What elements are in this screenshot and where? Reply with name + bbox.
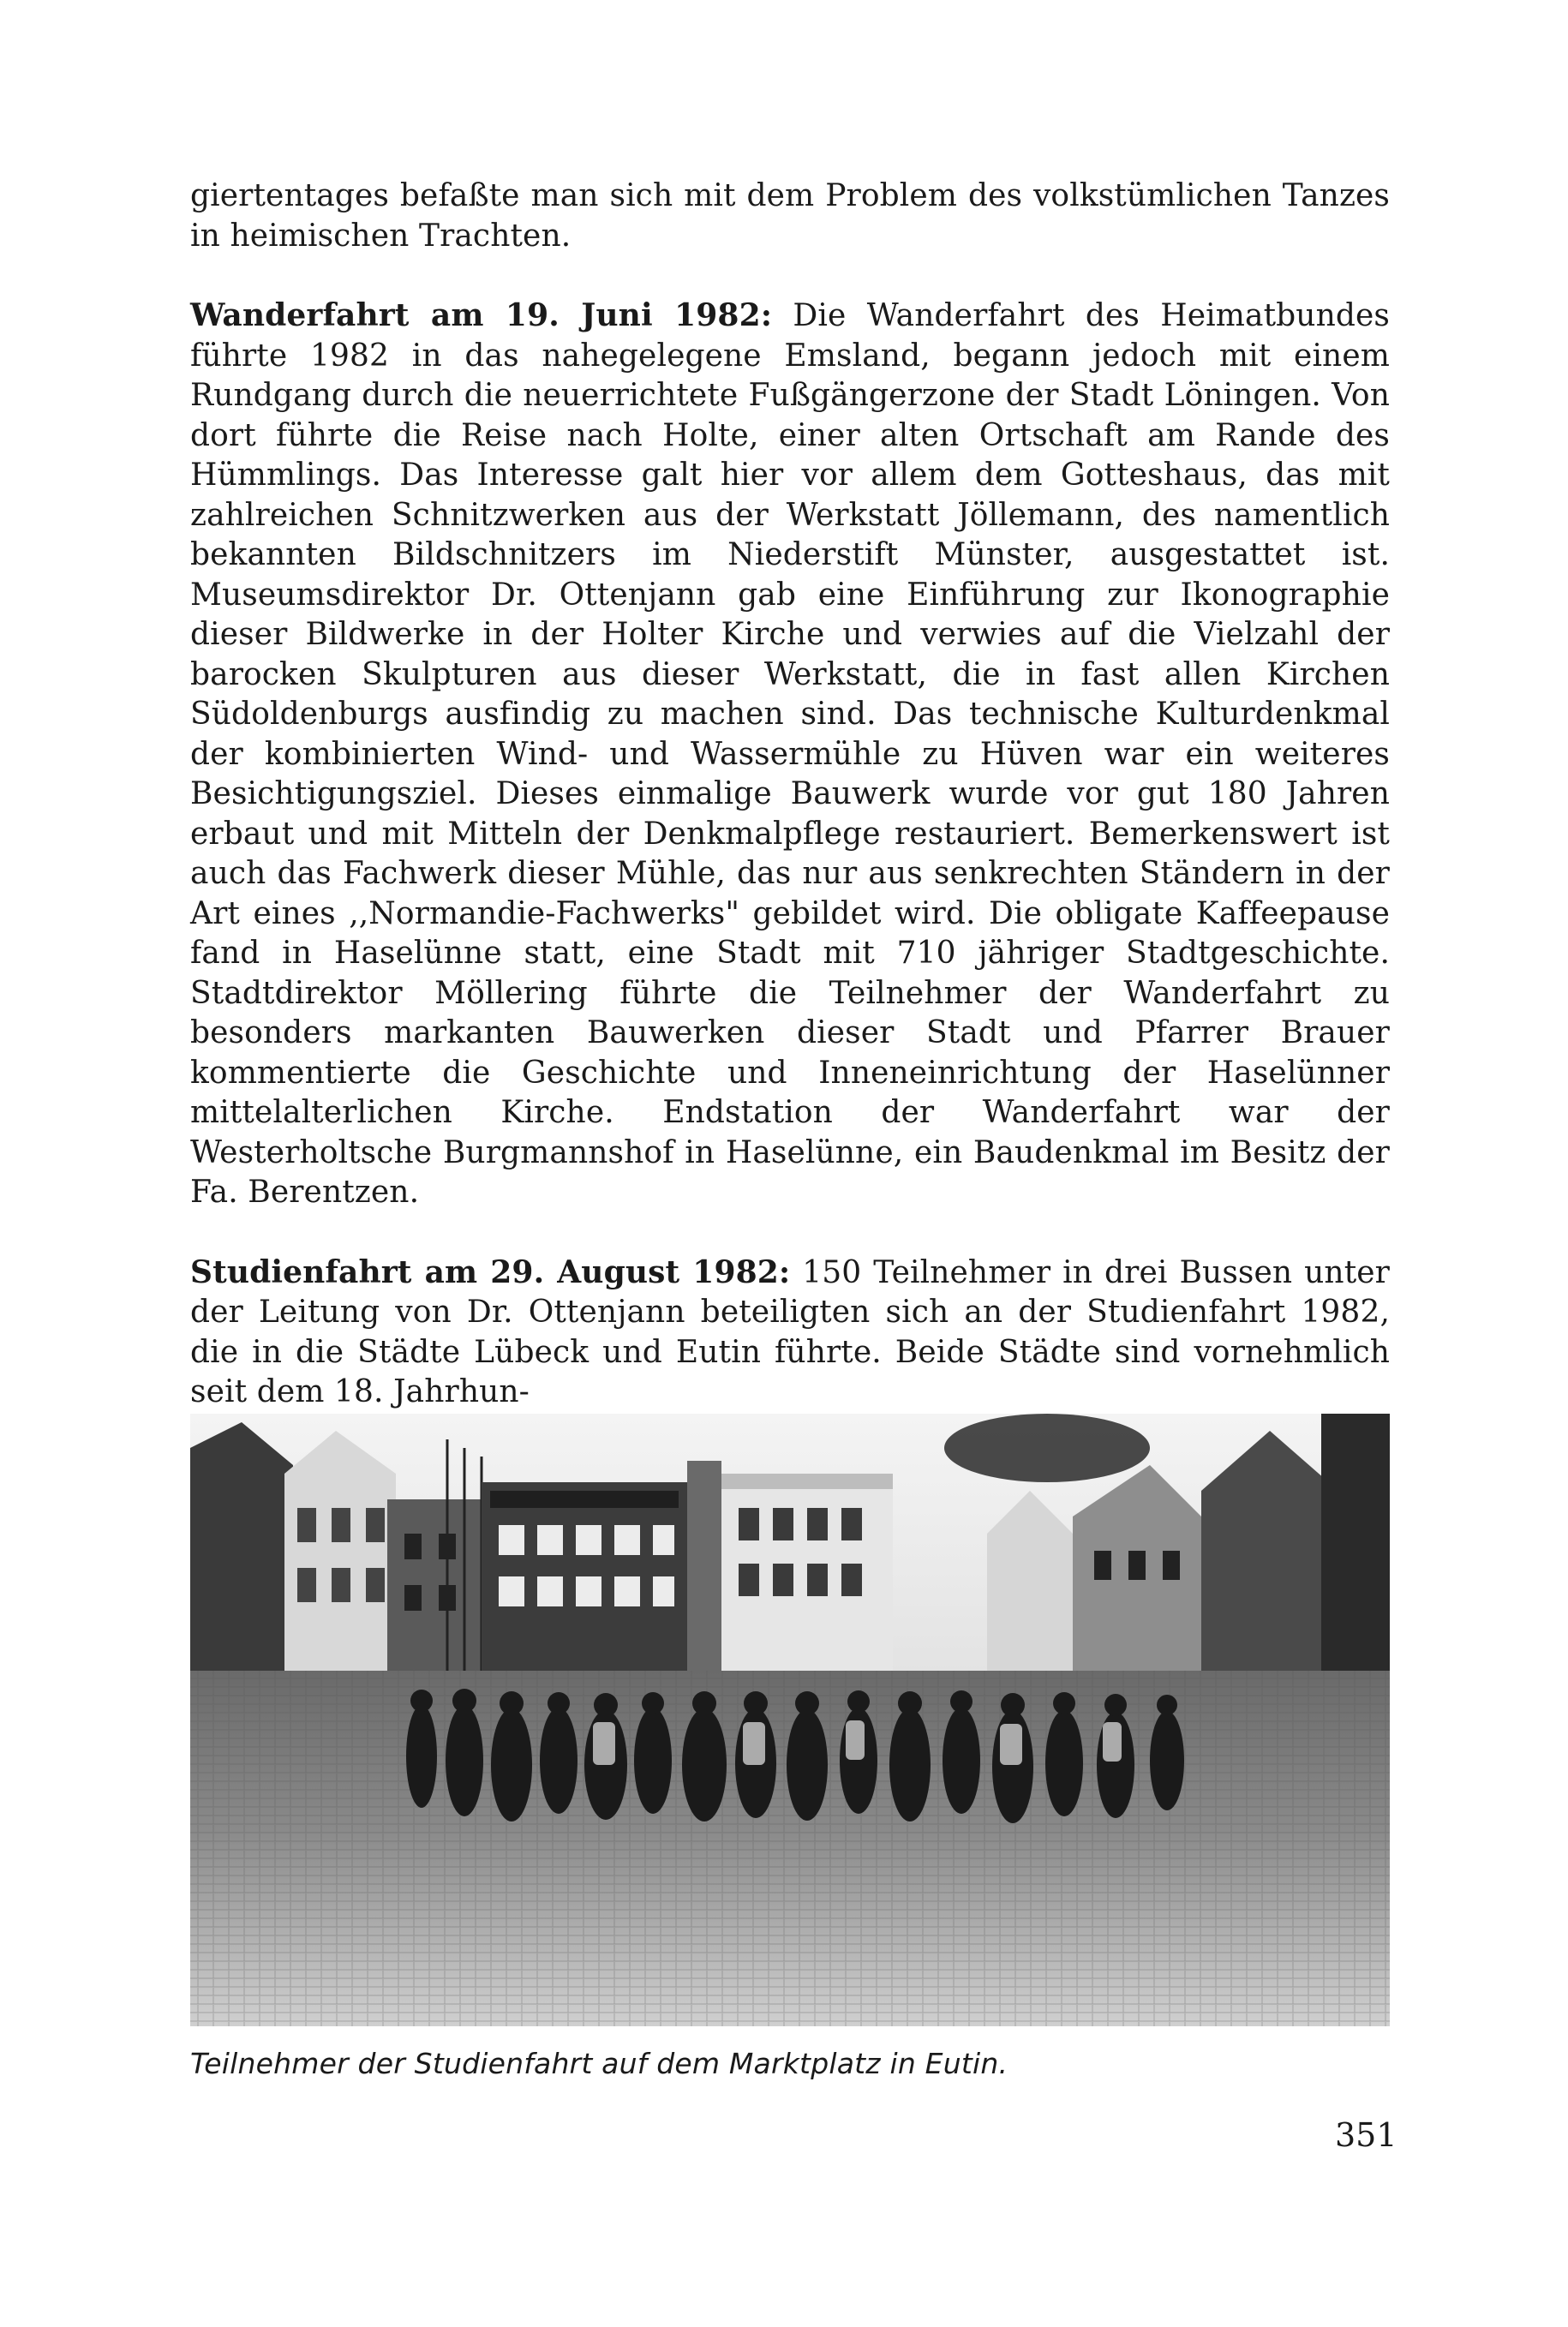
paragraph-text: giertentages befaßte man sich mit dem Problem des volkstümlichen Tanzes in heimischen Trachten. <box>190 178 1390 254</box>
paragraph-lead: Wanderfahrt am 19. Juni 1982: <box>190 297 773 333</box>
photo-illustration <box>190 1414 1390 2026</box>
paragraph-continuation <box>190 176 1390 256</box>
photo-market-square <box>190 1414 1390 2026</box>
photo-caption: Teilnehmer der Studienfahrt auf dem Marktplatz in Eutin. <box>190 2047 1008 2080</box>
document-body <box>190 176 1390 1413</box>
paragraph-wanderfahrt <box>190 296 1390 1213</box>
paragraph-text: Die Wanderfahrt des Heimatbundes führte 1982 in das nahegelegene Emsland, begann jedoch mit einem Rundgang durch die neuerrichtete Fußgängerzone der Stadt Löningen. Von dort führte die Reise nach Holte, einer alten Ortschaft am Rande des Hümmlings. Das Interesse galt hier vor allem dem Gotteshaus, das mit zahlreichen Schnitzwerken aus der Werkstatt Jöllemann, des namentlich bekannten Bildschnitzers im Niederstift Münster, ausgestattet ist. Museumsdirektor Dr. Ottenjann gab eine Einführung zur Ikonographie dieser Bildwerke in der Holter Kirche und verwies auf die Vielzahl der barocken Skulpturen aus dieser Werkstatt, die in fast allen Kirchen Südoldenburgs ausfindig zu machen sind. Das technische Kulturdenkmal der kombinierten Wind- und Wassermühle zu Hüven war ein weiteres Besichtigungsziel. Dieses einmalige Bauwerk wurde vor gut 180 Jahren erbaut und mit Mitteln der Denkmalpflege restauriert. Bemerkenswert ist auch das Fachwerk dieser Mühle, das nur aus senkrechten Ständern in der Art eines ,,Normandie-Fachwerks" gebildet wird. Die obligate Kaffeepause fand in Haselünne statt, eine Stadt mit 710 jähriger Stadtgeschichte. Stadtdirektor Möllering führte die Teilnehmer der Wanderfahrt zu besonders markanten Bauwerken dieser Stadt und Pfarrer Brauer kommentierte die Geschichte und Inneneinrichtung der Haselünner mittelalterlichen Kirche. Endstation der Wanderfahrt war der Westerholtsche Burgmannshof in Haselünne, ein Baudenkmal im Besitz der Fa. Berentzen. <box>190 298 1390 1210</box>
paragraph-lead: Studienfahrt am 29. August 1982: <box>190 1253 791 1290</box>
paragraph-text: 150 Teilnehmer in drei Bussen unter der Leitung von Dr. Ottenjann beteiligten sich an der Studienfahrt 1982, die in die Städte Lübeck und Eutin führte. Beide Städte sind vornehmlich seit dem 18. Jahrhun- <box>190 1254 1390 1409</box>
paragraph-studienfahrt <box>190 1253 1390 1413</box>
page-number: 351 <box>1335 2116 1397 2154</box>
